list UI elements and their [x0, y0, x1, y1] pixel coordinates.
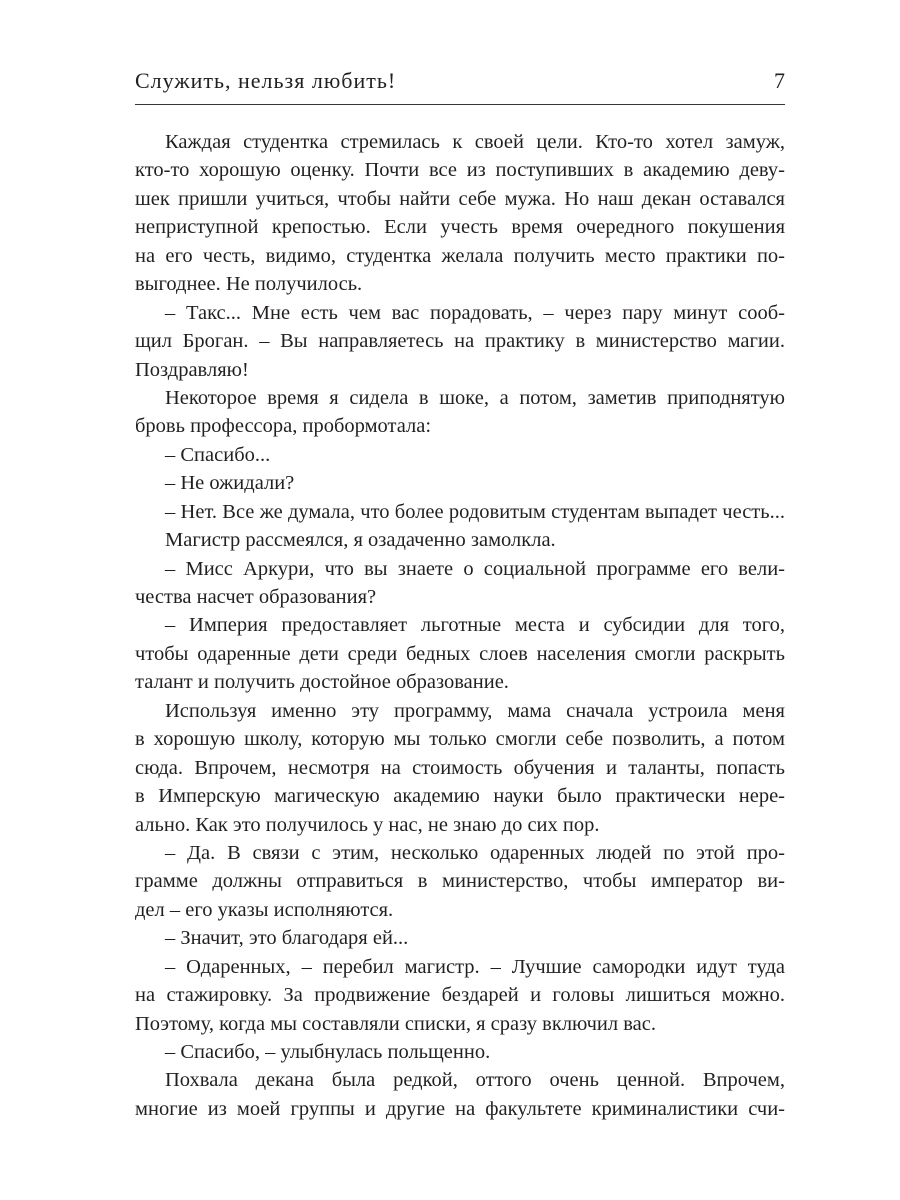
text-line: – Значит, это благодаря ей... — [165, 927, 409, 950]
text-line: в Имперскую магическую академию науки было практически нере- — [135, 785, 785, 808]
text-line: Поздравляю! — [135, 358, 249, 381]
text-line: Используя именно эту программу, мама сначала устроила меня — [165, 699, 785, 722]
text-line: на стажировку. За продвижение бездарей и головы лишиться можно. — [135, 984, 785, 1007]
text-line: – Одаренных, – перебил магистр. – Лучшие самородки идут туда — [165, 955, 785, 978]
text-line: кто-то хорошую оценку. Почти все из поступивших в академию деву- — [135, 159, 785, 182]
text-line: чтобы одаренные дети среди бедных слоев населения смогли раскрыть — [135, 642, 785, 665]
text-line: Похвала декана была редкой, оттого очень ценной. Впрочем, — [165, 1069, 785, 1092]
text-line: – Мисс Аркури, что вы знаете о социальной программе его вели- — [165, 557, 785, 580]
page-number: 7 — [774, 68, 785, 93]
text-line: Магистр рассмеялся, я озадаченно замолкла. — [165, 529, 556, 552]
running-title: Служить, нельзя любить! — [135, 68, 397, 93]
text-line: – Спасибо, – улыбнулась польщенно. — [165, 1041, 491, 1063]
text-line: на его честь, видимо, студентка желала получить место практики по- — [135, 244, 785, 267]
text-line: бровь профессора, пробормотала: — [135, 415, 432, 438]
text-line: неприступной крепостью. Если учесть время очередного покушения — [135, 216, 785, 239]
text-line: чества насчет образования? — [135, 586, 377, 608]
text-line: – Да. В связи с этим, несколько одаренных людей по этой про- — [165, 841, 785, 864]
text-line: – Империя предоставляет льготные места и субсидии для того, — [165, 614, 785, 637]
text-line: ально. Как это получилось у нас, не знаю до сих пор. — [135, 813, 600, 836]
body-text — [135, 128, 785, 1123]
header-rule — [135, 104, 785, 105]
text-line: Каждая студентка стремилась к своей цели. Кто-то хотел замуж, — [165, 131, 785, 153]
text-line: в хорошую школу, которую мы только смогли себе позволить, а потом — [135, 728, 785, 751]
text-line: Поэтому, когда мы составляли списки, я сразу включил вас. — [135, 1012, 656, 1035]
text-line: грамме должны отправиться в министерство, чтобы император ви- — [135, 870, 785, 893]
text-line: – Не ожидали? — [165, 472, 295, 495]
text-line: – Такс... Мне есть чем вас порадовать, – через пару минут сооб- — [165, 301, 785, 324]
text-line: шек пришли учиться, чтобы найти себе мужа. Но наш декан оставался — [135, 187, 785, 210]
running-header — [135, 68, 785, 98]
text-line: талант и получить достойное образование. — [135, 671, 509, 694]
text-line: – Спасибо... — [165, 443, 271, 466]
text-line: щил Броган. – Вы направляетесь на практику в министерство магии. — [135, 330, 785, 353]
text-line: сюда. Впрочем, несмотря на стоимость обучения и таланты, попасть — [135, 756, 785, 779]
text-line: – Нет. Все же думала, что более родовитым студентам выпадет честь... — [165, 500, 785, 523]
text-line: Некоторое время я сидела в шоке, а потом, заметив приподнятую — [165, 386, 785, 409]
text-line: многие из моей группы и другие на факультете криминалистики счи- — [135, 1097, 785, 1120]
text-line: выгоднее. Не получилось. — [135, 273, 363, 296]
text-line: дел – его указы исполняются. — [135, 898, 394, 921]
